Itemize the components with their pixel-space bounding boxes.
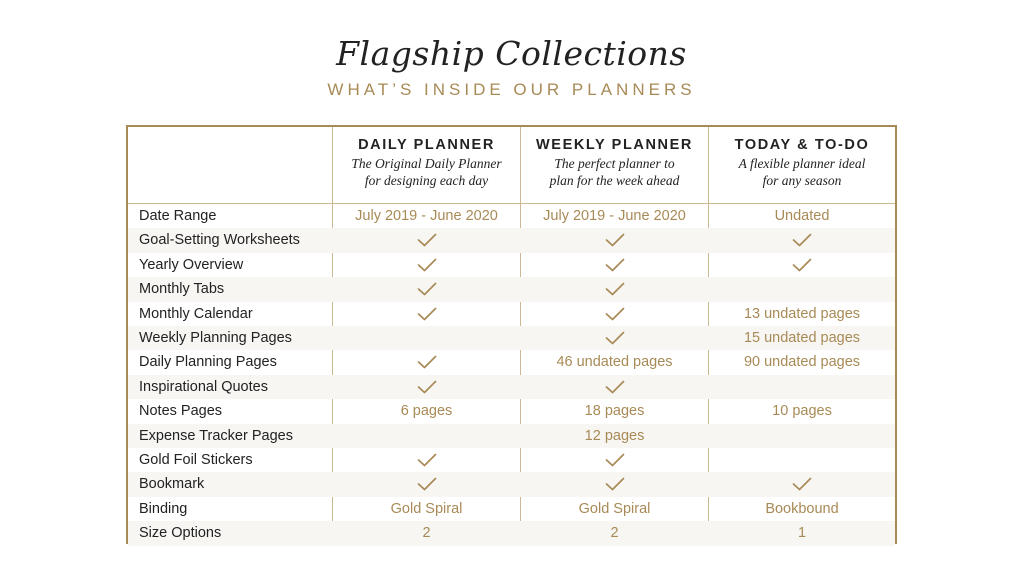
cell-value: 1 [797,525,807,542]
checkmark-icon [792,477,812,491]
row-label: Monthly Calendar [139,305,253,322]
checkmark-icon [417,258,437,272]
row-label: Monthly Tabs [139,281,225,298]
checkmark-icon [605,307,625,321]
row-label: Date Range [139,208,217,224]
checkmark-icon [605,331,625,345]
checkmark-icon [605,282,625,296]
table-row [128,350,895,374]
column-desc-line2: plan for the week ahead [549,173,680,188]
table-row [128,302,895,326]
column-desc-line1: The Original Daily Planner [351,156,502,171]
cell-value: Gold Spiral [578,500,651,517]
checkmark-icon [417,282,437,296]
page-subtitle: WHAT’S INSIDE OUR PLANNERS [327,80,696,99]
row-label: Notes Pages [139,403,223,420]
cell-value: 46 undated pages [556,354,673,371]
cell-value: 2 [422,525,431,542]
checkmark-icon [417,453,437,467]
column-header-weekly [521,135,708,189]
cell-value: Gold Spiral [390,500,463,517]
page-title: Flagship Collections [336,34,687,73]
cell-value: 15 undated pages [743,330,861,346]
cell-value: 2 [610,525,619,542]
checkmark-icon [605,258,625,272]
table-row [128,399,895,423]
row-label: Goal-Setting Worksheets [139,232,300,249]
cell-value: 6 pages [400,403,453,420]
row-label: Yearly Overview [139,256,244,273]
checkmark-icon [605,477,625,491]
table-row [128,472,895,496]
cell-value: Bookbound [765,500,839,517]
row-label: Daily Planning Pages [139,354,277,371]
row-label: Gold Foil Stickers [139,452,253,468]
cell-value: 90 undated pages [743,354,861,371]
cell-value: July 2019 - June 2020 [355,208,498,224]
cell-value: Undated [774,208,830,224]
cell-value: July 2019 - June 2020 [543,208,686,224]
table-row [128,204,895,228]
table-row [128,424,895,448]
column-header-daily [333,135,520,189]
table-row [128,497,895,521]
checkmark-icon [792,258,812,272]
row-label: Weekly Planning Pages [139,330,292,346]
checkmark-icon [417,307,437,321]
cell-value: 18 pages [584,403,645,420]
row-label: Inspirational Quotes [139,378,268,395]
table-row [128,375,895,399]
cell-value: 13 undated pages [743,305,861,322]
column-desc-line1: The perfect planner to [554,156,675,171]
table-row [128,448,895,472]
checkmark-icon [605,233,625,247]
row-label: Expense Tracker Pages [139,427,293,444]
checkmark-icon [792,233,812,247]
row-label: Binding [139,500,188,517]
checkmark-icon [605,380,625,394]
column-name: TODAY & TO-DO [734,137,870,153]
checkmark-icon [417,477,437,491]
checkmark-icon [417,355,437,369]
cell-value: 12 pages [584,427,645,444]
row-label: Size Options [139,525,222,542]
column-desc-line1: A flexible planner ideal [738,156,866,171]
column-name: WEEKLY PLANNER [536,137,693,153]
column-header-today [709,135,895,189]
row-label: Bookmark [139,476,205,493]
table-row [128,277,895,301]
checkmark-icon [417,380,437,394]
table-row [128,326,895,350]
table-row [128,228,895,252]
column-desc-line2: for any season [762,173,842,188]
checkmark-icon [417,233,437,247]
column-name: DAILY PLANNER [358,137,495,153]
column-desc-line2: for designing each day [364,173,489,188]
cell-value: 10 pages [772,403,832,420]
table-row [128,521,895,545]
checkmark-icon [605,453,625,467]
comparison-table [126,125,897,544]
table-row [128,253,895,277]
